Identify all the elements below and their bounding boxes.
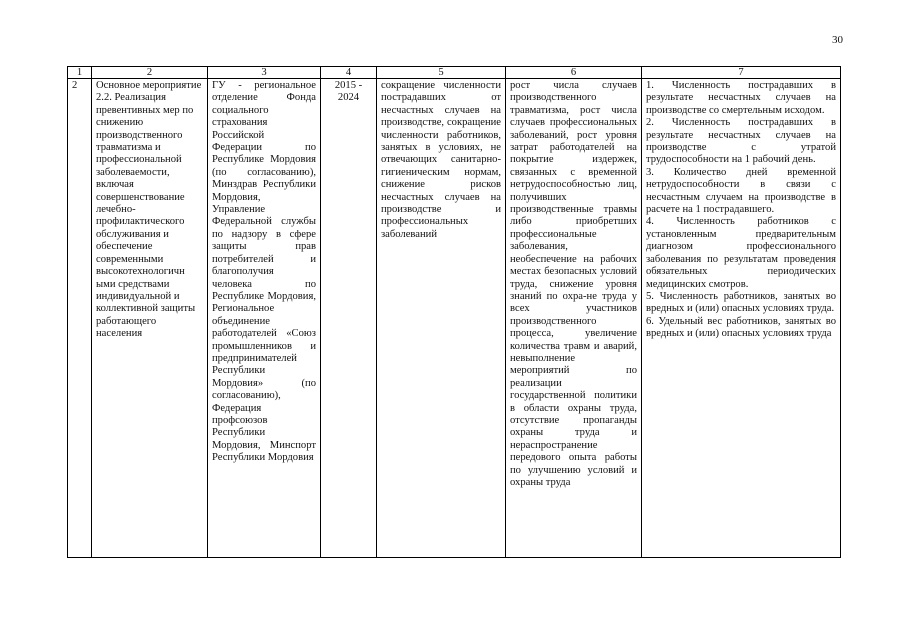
column-header-1: 1	[68, 67, 92, 79]
expected-result-cell: сокращение численности пострадавших от несчастных случаев на производстве, сокращение численности работников, занятых в условиях, не отвечающих санитарно-гигиеническим нормам, снижение рисков несчастных случаев на производстве и профессиональных заболеваний	[377, 79, 506, 558]
table-row	[68, 79, 841, 558]
header-row	[68, 67, 841, 79]
row-number-cell: 2	[68, 79, 92, 558]
page-number: 30	[832, 34, 843, 46]
period-cell: 2015 - 2024	[321, 79, 377, 558]
column-header-7: 7	[642, 67, 841, 79]
column-header-2: 2	[92, 67, 208, 79]
consequences-cell: рост числа случаев производственного травматизма, рост числа случаев профессиональных заболеваний, рост уровня затрат работодателей на покрытие издержек, связанных с временной нетрудоспособностью лиц, получивших производственные травмы либо приобретших профессиональные заболевания, необеспечение на рабочих местах безопасных условий труда, снижение уровня знаний по охра-не труда у всех участников производственного процесса, увеличение количества травм и аварий, невыполнение мероприятий по реализации государственной политики в области охраны труда, отсутствие пропаганды охраны труда и нераспространение передового опыта работы по улучшению условий и охраны труда	[506, 79, 642, 558]
program-table	[67, 66, 841, 558]
executors-cell: ГУ - региональное отделение Фонда социального страхования Российской Федерации по Республике Мордовия (по согласованию), Минздрав Республики Мордовия, Управление Федеральной службы по надзору в сфере защиты прав потребителей и благополучия человека по Республике Мордовия, Региональное объединение работодателей «Союз промышленников и предпринимателей Республики Мордовия» (по согласованию), Федерация профсоюзов Республики Мордовия, Минспорт Республики Мордовия	[208, 79, 321, 558]
column-header-4: 4	[321, 67, 377, 79]
event-name-cell: Основное мероприятие 2.2. Реализация превентивных мер по снижению производственного травматизма и профессиональной заболеваемости, включая совершенствование лечебно-профилактического обслуживания и обеспечение современными высокотехнологичн ыми средствами индивидуальной и коллективной защиты работающего населения	[92, 79, 208, 558]
column-header-3: 3	[208, 67, 321, 79]
indicators-cell: 1. Численность пострадавших в результате несчастных случаев на производстве со смертельным исходом. 2. Численность пострадавших в результате несчастных случаев на производстве с утратой трудоспособности на 1 рабочий день. 3. Количество дней временной нетрудоспособности в связи с несчастным случаем на производстве в расчете на 1 пострадавшего. 4. Численность работников с установленным предварительным диагнозом профессионального заболевания по результатам проведения обязательных периодических медицинских смотров. 5. Численность работников, занятых во вредных и (или) опасных условиях труда. 6. Удельный вес работников, занятых во вредных и (или) опасных условиях труда	[642, 79, 841, 558]
column-header-5: 5	[377, 67, 506, 79]
column-header-6: 6	[506, 67, 642, 79]
